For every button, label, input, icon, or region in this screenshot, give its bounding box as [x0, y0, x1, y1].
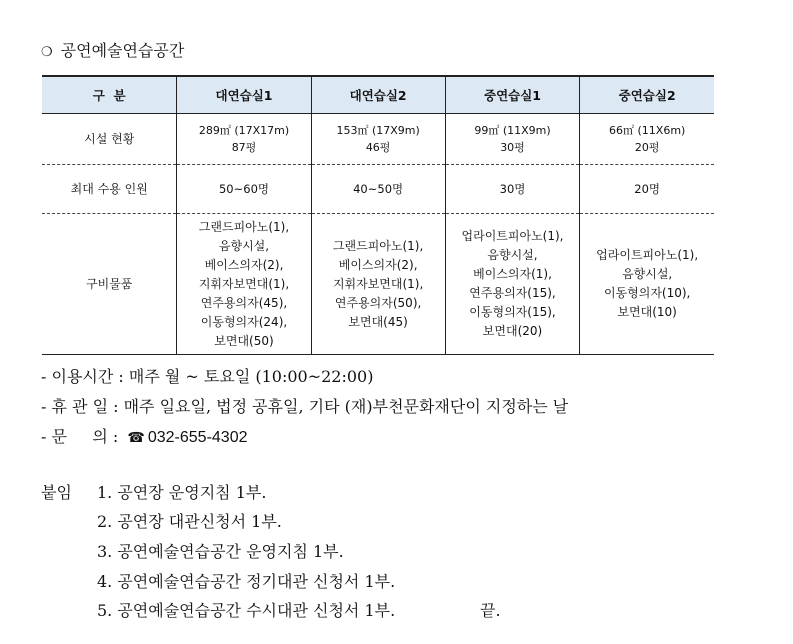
table-cell — [580, 214, 714, 355]
equipment-item: 업라이트피아노(1), — [596, 248, 699, 262]
closed-days: - 휴 관 일 : 매주 일요일, 법정 공휴일, 기타 (재)부천문화재단이 지정하는 날 — [41, 397, 569, 416]
row-label-equipment: 구비물품 — [42, 214, 177, 355]
equipment-item: 음향시설, — [622, 267, 673, 281]
section-title — [41, 38, 184, 61]
phone-icon: ☎ — [127, 430, 145, 446]
table-cell: 50~60명 — [177, 165, 311, 214]
table-cell — [177, 114, 311, 165]
header-category: 구 분 — [42, 76, 177, 114]
equipment-item: 음향시설, — [487, 248, 538, 262]
equipment-item: 연주용의자(45), — [200, 295, 288, 310]
equipment-item: 연주용의자(50), — [334, 295, 422, 310]
attachment-item: 4. 공연예술연습공간 정기대관 신청서 1부. — [97, 572, 396, 591]
table-row-equipment — [42, 214, 714, 355]
row-label-capacity: 최대 수용 인원 — [42, 165, 177, 214]
equipment-item: 업라이트피아노(1), — [461, 229, 564, 243]
room-pyeong: 46평 — [365, 141, 391, 154]
table-cell — [177, 214, 311, 355]
rehearsal-room-table — [42, 75, 714, 355]
table-cell — [311, 214, 445, 355]
equipment-item: 이동형의자(24), — [200, 314, 288, 329]
contact-line — [41, 424, 248, 447]
equipment-item: 이동형의자(15), — [469, 305, 556, 319]
table-cell — [311, 114, 445, 165]
equipment-item: 보면대(10) — [617, 305, 677, 319]
equipment-item: 베이스의자(2), — [338, 257, 418, 272]
phone-number: 032-655-4302 — [147, 429, 248, 446]
table-row-facility — [42, 114, 714, 165]
equipment-item: 연주용의자(15), — [469, 286, 556, 300]
equipment-item: 베이스의자(2), — [204, 257, 284, 272]
equipment-item: 보면대(45) — [348, 314, 408, 329]
section-title-text: 공연예술연습공간 — [60, 41, 185, 60]
row-label-facility: 시설 현황 — [42, 114, 177, 165]
equipment-item: 이동형의자(10), — [603, 286, 691, 300]
table-cell: 30명 — [445, 165, 580, 214]
room-pyeong: 30평 — [500, 141, 525, 154]
attachment-item: 1. 공연장 운영지침 1부. — [97, 483, 267, 502]
equipment-item: 지휘자보면대(1), — [198, 276, 290, 291]
equipment-item: 그랜드피아노(1), — [198, 219, 290, 234]
table-cell — [445, 214, 580, 355]
equipment-item: 보면대(50) — [214, 333, 274, 348]
room-pyeong: 20평 — [634, 141, 660, 154]
room-pyeong: 87평 — [231, 141, 257, 154]
room-area: 99㎡ (11X9m) — [474, 124, 551, 137]
table-row-capacity — [42, 165, 714, 214]
equipment-item: 음향시설, — [218, 238, 270, 253]
header-medium-room-1: 중연습실1 — [445, 76, 580, 114]
header-medium-room-2: 중연습실2 — [580, 76, 714, 114]
header-large-room-1: 대연습실1 — [177, 76, 311, 114]
table-cell — [445, 114, 580, 165]
equipment-item: 그랜드피아노(1), — [332, 238, 424, 253]
table-cell: 40~50명 — [311, 165, 445, 214]
equipment-item: 베이스의자(1), — [473, 267, 552, 281]
table-header-row — [42, 76, 714, 114]
header-large-room-2: 대연습실2 — [311, 76, 445, 114]
attachment-item: 2. 공연장 대관신청서 1부. — [97, 512, 282, 531]
attachments-label: 붙임 — [41, 483, 72, 502]
attachment-item: 3. 공연예술연습공간 운영지침 1부. — [97, 542, 344, 561]
circle-bullet-icon: ❍ — [41, 45, 53, 60]
attachment-item: 5. 공연예술연습공간 수시대관 신청서 1부. — [97, 601, 396, 620]
end-mark: 끝. — [480, 601, 501, 620]
equipment-item: 보면대(20) — [482, 324, 543, 338]
usage-hours: - 이용시간 : 매주 월 ~ 토요일 (10:00~22:00) — [41, 367, 374, 386]
contact-label: - 문 의 : — [41, 427, 119, 446]
room-area: 289㎡ (17X17m) — [198, 124, 290, 137]
equipment-item: 지휘자보면대(1), — [332, 276, 424, 291]
room-area: 66㎡ (11X6m) — [609, 124, 686, 137]
room-area: 153㎡ (17X9m) — [336, 124, 420, 137]
table-cell: 20명 — [580, 165, 714, 214]
table-cell — [580, 114, 714, 165]
